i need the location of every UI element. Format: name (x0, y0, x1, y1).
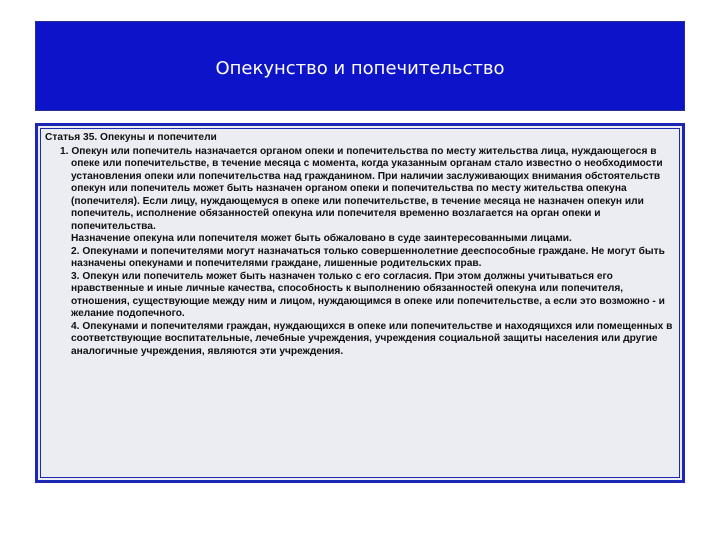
paragraph-4: 4. Опекунами и попечителями граждан, нуждающихся в опеке или попечительстве и находящихся или помещенных в соответствующие воспитательные, лечебные учреждения, учреждения социальной защиты населения или другие аналогичные учреждения, являются эти учреждения. (71, 320, 673, 357)
paragraph-3: 3. Опекун или попечитель может быть назначен только с его согласия. При этом должны учитываться его нравственные и иные личные качества, способность к выполнению обязанностей опекуна или попечителя, отношения, существующие между ним и лицом, нуждающимся в опеке или попечительстве, а если это возможно - и желание подопечного. (71, 270, 665, 319)
slide-header (35, 21, 685, 111)
slide-title: Опекунство и попечительство (215, 58, 505, 79)
paragraph-appeal: Назначение опекуна или попечителя может быть обжаловано в суде заинтересованными лицами. (71, 233, 572, 244)
content-box (35, 123, 685, 483)
paragraph-1: 1. Опекун или попечитель назначается органом опеки и попечительства по месту жительства лица, нуждающегося в опеке или попечительстве, в течение месяца с момента, когда указанным органам стало известно о необходимости установления опеки или попечительства над гражданином. При наличии заслуживающих внимания обстоятельств опекун или попечитель может быть назначен органом опеки и попечительства по месту жительства опекуна (попечителя). Если лицу, нуждающемуся в опеке или попечительстве, в течение месяца не назначен опекун или попечитель, исполнение обязанностей опекуна или попечителя временно возлагается на орган опеки и попечительства. (60, 145, 663, 232)
article-title: Статья 35. Опекуны и попечители (45, 132, 217, 143)
paragraph-2: 2. Опекунами и попечителями могут назначаться только совершеннолетние дееспособные граждане. Не могут быть назначены опекунами и попечителями граждане, лишенные родительских прав. (71, 245, 665, 269)
article-text (45, 132, 674, 358)
